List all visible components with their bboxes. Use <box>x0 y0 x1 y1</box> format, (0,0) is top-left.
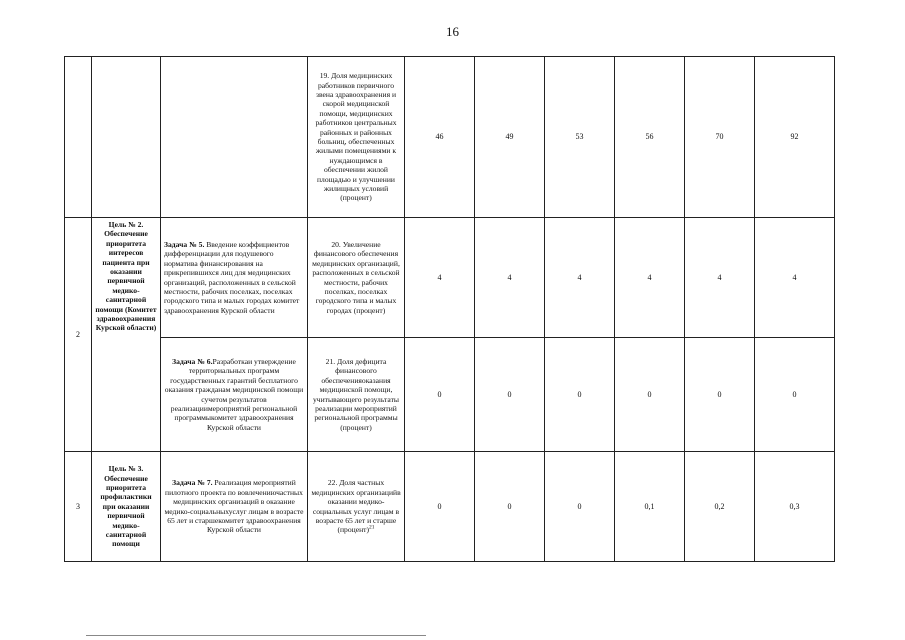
value-cell: 0 <box>545 452 615 562</box>
value-cell: 0,1 <box>615 452 685 562</box>
value-cell: 4 <box>545 218 615 338</box>
footnote-marker: 21 <box>369 524 375 531</box>
row-number-cell <box>65 57 92 218</box>
task-text: Реализация мероприятий пилотного проекта по вовлечениючастных медицинских организаций в оказание медико-социальныхуслуг лицам в возрасте 65 лет и старшекомитет здравоохранения Курской области <box>164 478 304 535</box>
value-cell: 56 <box>615 57 685 218</box>
task-text: Разработкаи утверждение территориальных программ государственных гарантий бесплатного оказания гражданам медицинской помощи сучетом результатов реализациимероприятий региональной программыкомитет здравоохранения Курской области <box>164 356 304 432</box>
value-cell: 4 <box>685 218 755 338</box>
indicator-cell: 21. Доля дефицита финансового обеспеченияоказания медицинской помощи, учитывающего результаты реализации мероприятий региональной программы (процент) <box>308 338 405 452</box>
value-cell: 4 <box>405 218 475 338</box>
value-cell: 0 <box>475 338 545 452</box>
value-cell: 0 <box>615 338 685 452</box>
value-cell: 0 <box>685 338 755 452</box>
row-number-cell: 2 <box>65 218 92 452</box>
page-number: 16 <box>446 24 459 39</box>
table-row <box>65 218 835 338</box>
value-cell: 4 <box>755 218 835 338</box>
value-cell: 46 <box>405 57 475 218</box>
row-number-cell: 3 <box>65 452 92 562</box>
table-row <box>65 57 835 218</box>
task-cell <box>161 57 308 218</box>
task-text: Введение коэффициентов дифференциации для подушевого норматива финансирования на прикрепившихся лиц для медицинских организаций, расположенных в сельской местности, рабочих поселках, поселках городского типа и малых городах комитет здравоохранения Курской области <box>164 239 300 315</box>
task-number: Задача № 7. <box>172 478 213 488</box>
value-cell: 0,2 <box>685 452 755 562</box>
task-number: Задача № 5. <box>164 239 205 249</box>
goal-cell: Цель № 3. Обеспечение приоритета профилактики при оказании первичной медико-санитарной помощи <box>92 452 161 562</box>
table-row <box>65 338 835 452</box>
value-cell: 4 <box>615 218 685 338</box>
value-cell: 4 <box>475 218 545 338</box>
value-cell: 70 <box>685 57 755 218</box>
value-cell: 0 <box>405 338 475 452</box>
indicator-cell: 19. Доля медицинских работников первичного звена здравоохранения и скорой медицинской помощи, медицинских работников центральных районных и районных больниц, обеспеченных жилыми помещениями к нуждающимся в обеспечении жилой площадью и улучшении жилищных условий (процент) <box>308 57 405 218</box>
task-cell <box>161 218 308 338</box>
indicator-cell <box>308 452 405 562</box>
indicator-text: 22. Доля частных медицинских организацийв оказании медико- социальных услуг лицам в возрасте 65 лет и старше (процент) <box>311 478 401 535</box>
value-cell: 49 <box>475 57 545 218</box>
table-row <box>65 452 835 562</box>
indicator-cell: 20. Увеличение финансового обеспечения медицинских организаций, расположенных в сельской местности, рабочих поселках, поселках городского типа и малых городах (процент) <box>308 218 405 338</box>
value-cell: 0 <box>755 338 835 452</box>
goal-cell: Цель № 2. Обеспечение приоритета интересов пациента при оказании первичной медико-санитарной помощи (Комитет здравоохранения Курской области) <box>92 218 161 452</box>
value-cell: 53 <box>545 57 615 218</box>
task-cell <box>161 452 308 562</box>
goal-cell <box>92 57 161 218</box>
indicators-table <box>64 56 835 562</box>
value-cell: 0 <box>475 452 545 562</box>
value-cell: 0 <box>405 452 475 562</box>
value-cell: 0,3 <box>755 452 835 562</box>
footnote-divider <box>86 635 426 636</box>
task-cell <box>161 338 308 452</box>
value-cell: 92 <box>755 57 835 218</box>
value-cell: 0 <box>545 338 615 452</box>
task-number: Задача № 6. <box>172 356 213 366</box>
